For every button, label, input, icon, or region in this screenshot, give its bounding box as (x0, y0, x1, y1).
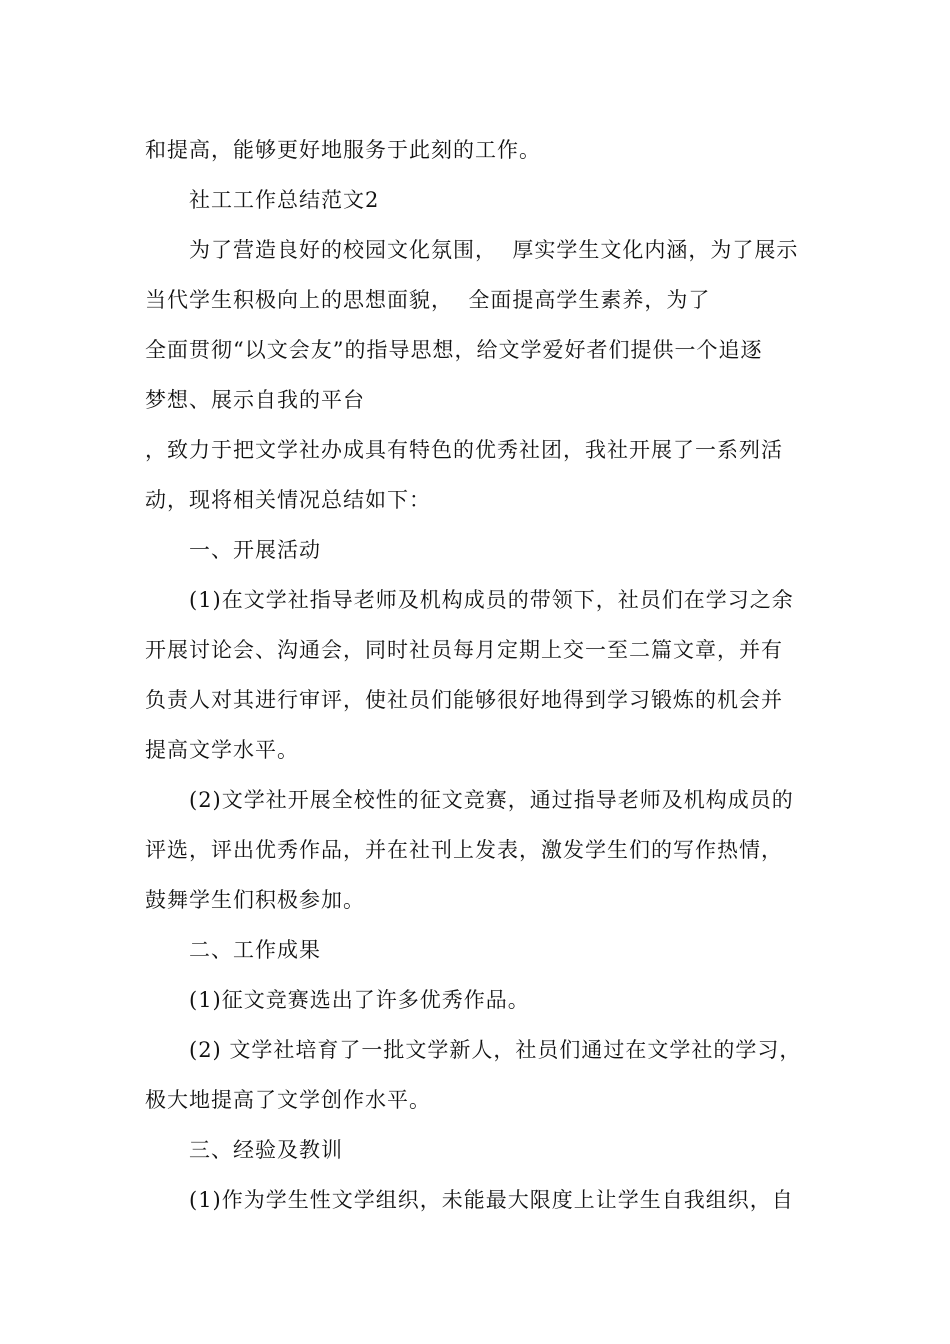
text-line: 为了营造良好的校园文化氛围， 厚实学生文化内涵，为了展示 (189, 238, 799, 262)
section-title: 社工工作总结范文2 (189, 188, 380, 212)
text-line: (1)在文学社指导老师及机构成员的带领下，社员们在学习之余 (189, 588, 794, 612)
text-line: 动，现将相关情况总结如下： (145, 488, 431, 512)
text-line: 开展讨论会、沟通会，同时社员每月定期上交一至二篇文章，并有 (145, 638, 783, 662)
text-line: 评选，评出优秀作品，并在社刊上发表，激发学生们的写作热情， (145, 838, 783, 862)
text-line: 当代学生积极向上的思想面貌， 全面提高学生素养，为了 (145, 288, 711, 312)
text-line: (1)作为学生性文学组织，未能最大限度上让学生自我组织，自 (189, 1188, 794, 1212)
text-line: (2)文学社开展全校性的征文竞赛，通过指导老师及机构成员的 (189, 788, 794, 812)
text-line: 鼓舞学生们积极参加。 (145, 888, 365, 912)
text-line: ，致力于把文学社办成具有特色的优秀社团，我社开展了一系列活 (145, 438, 783, 462)
section-heading: 一、开展活动 (189, 538, 321, 562)
text-line: (1)征文竞赛选出了许多优秀作品。 (189, 988, 530, 1012)
text-line: 极大地提高了文学创作水平。 (145, 1088, 431, 1112)
section-heading: 二、工作成果 (189, 938, 321, 962)
text-line: 提高文学水平。 (145, 738, 299, 762)
text-line: (2) 文学社培育了一批文学新人，社员们通过在文学社的学习， (189, 1038, 802, 1062)
text-line: 梦想、展示自我的平台 (145, 388, 365, 412)
text-line: 和提高，能够更好地服务于此刻的工作。 (145, 138, 541, 162)
text-line: 负责人对其进行审评，使社员们能够很好地得到学习锻炼的机会并 (145, 688, 783, 712)
section-heading: 三、经验及教训 (189, 1138, 343, 1162)
text-line: 全面贯彻“以文会友”的指导思想，给文学爱好者们提供一个追逐 (145, 338, 763, 362)
